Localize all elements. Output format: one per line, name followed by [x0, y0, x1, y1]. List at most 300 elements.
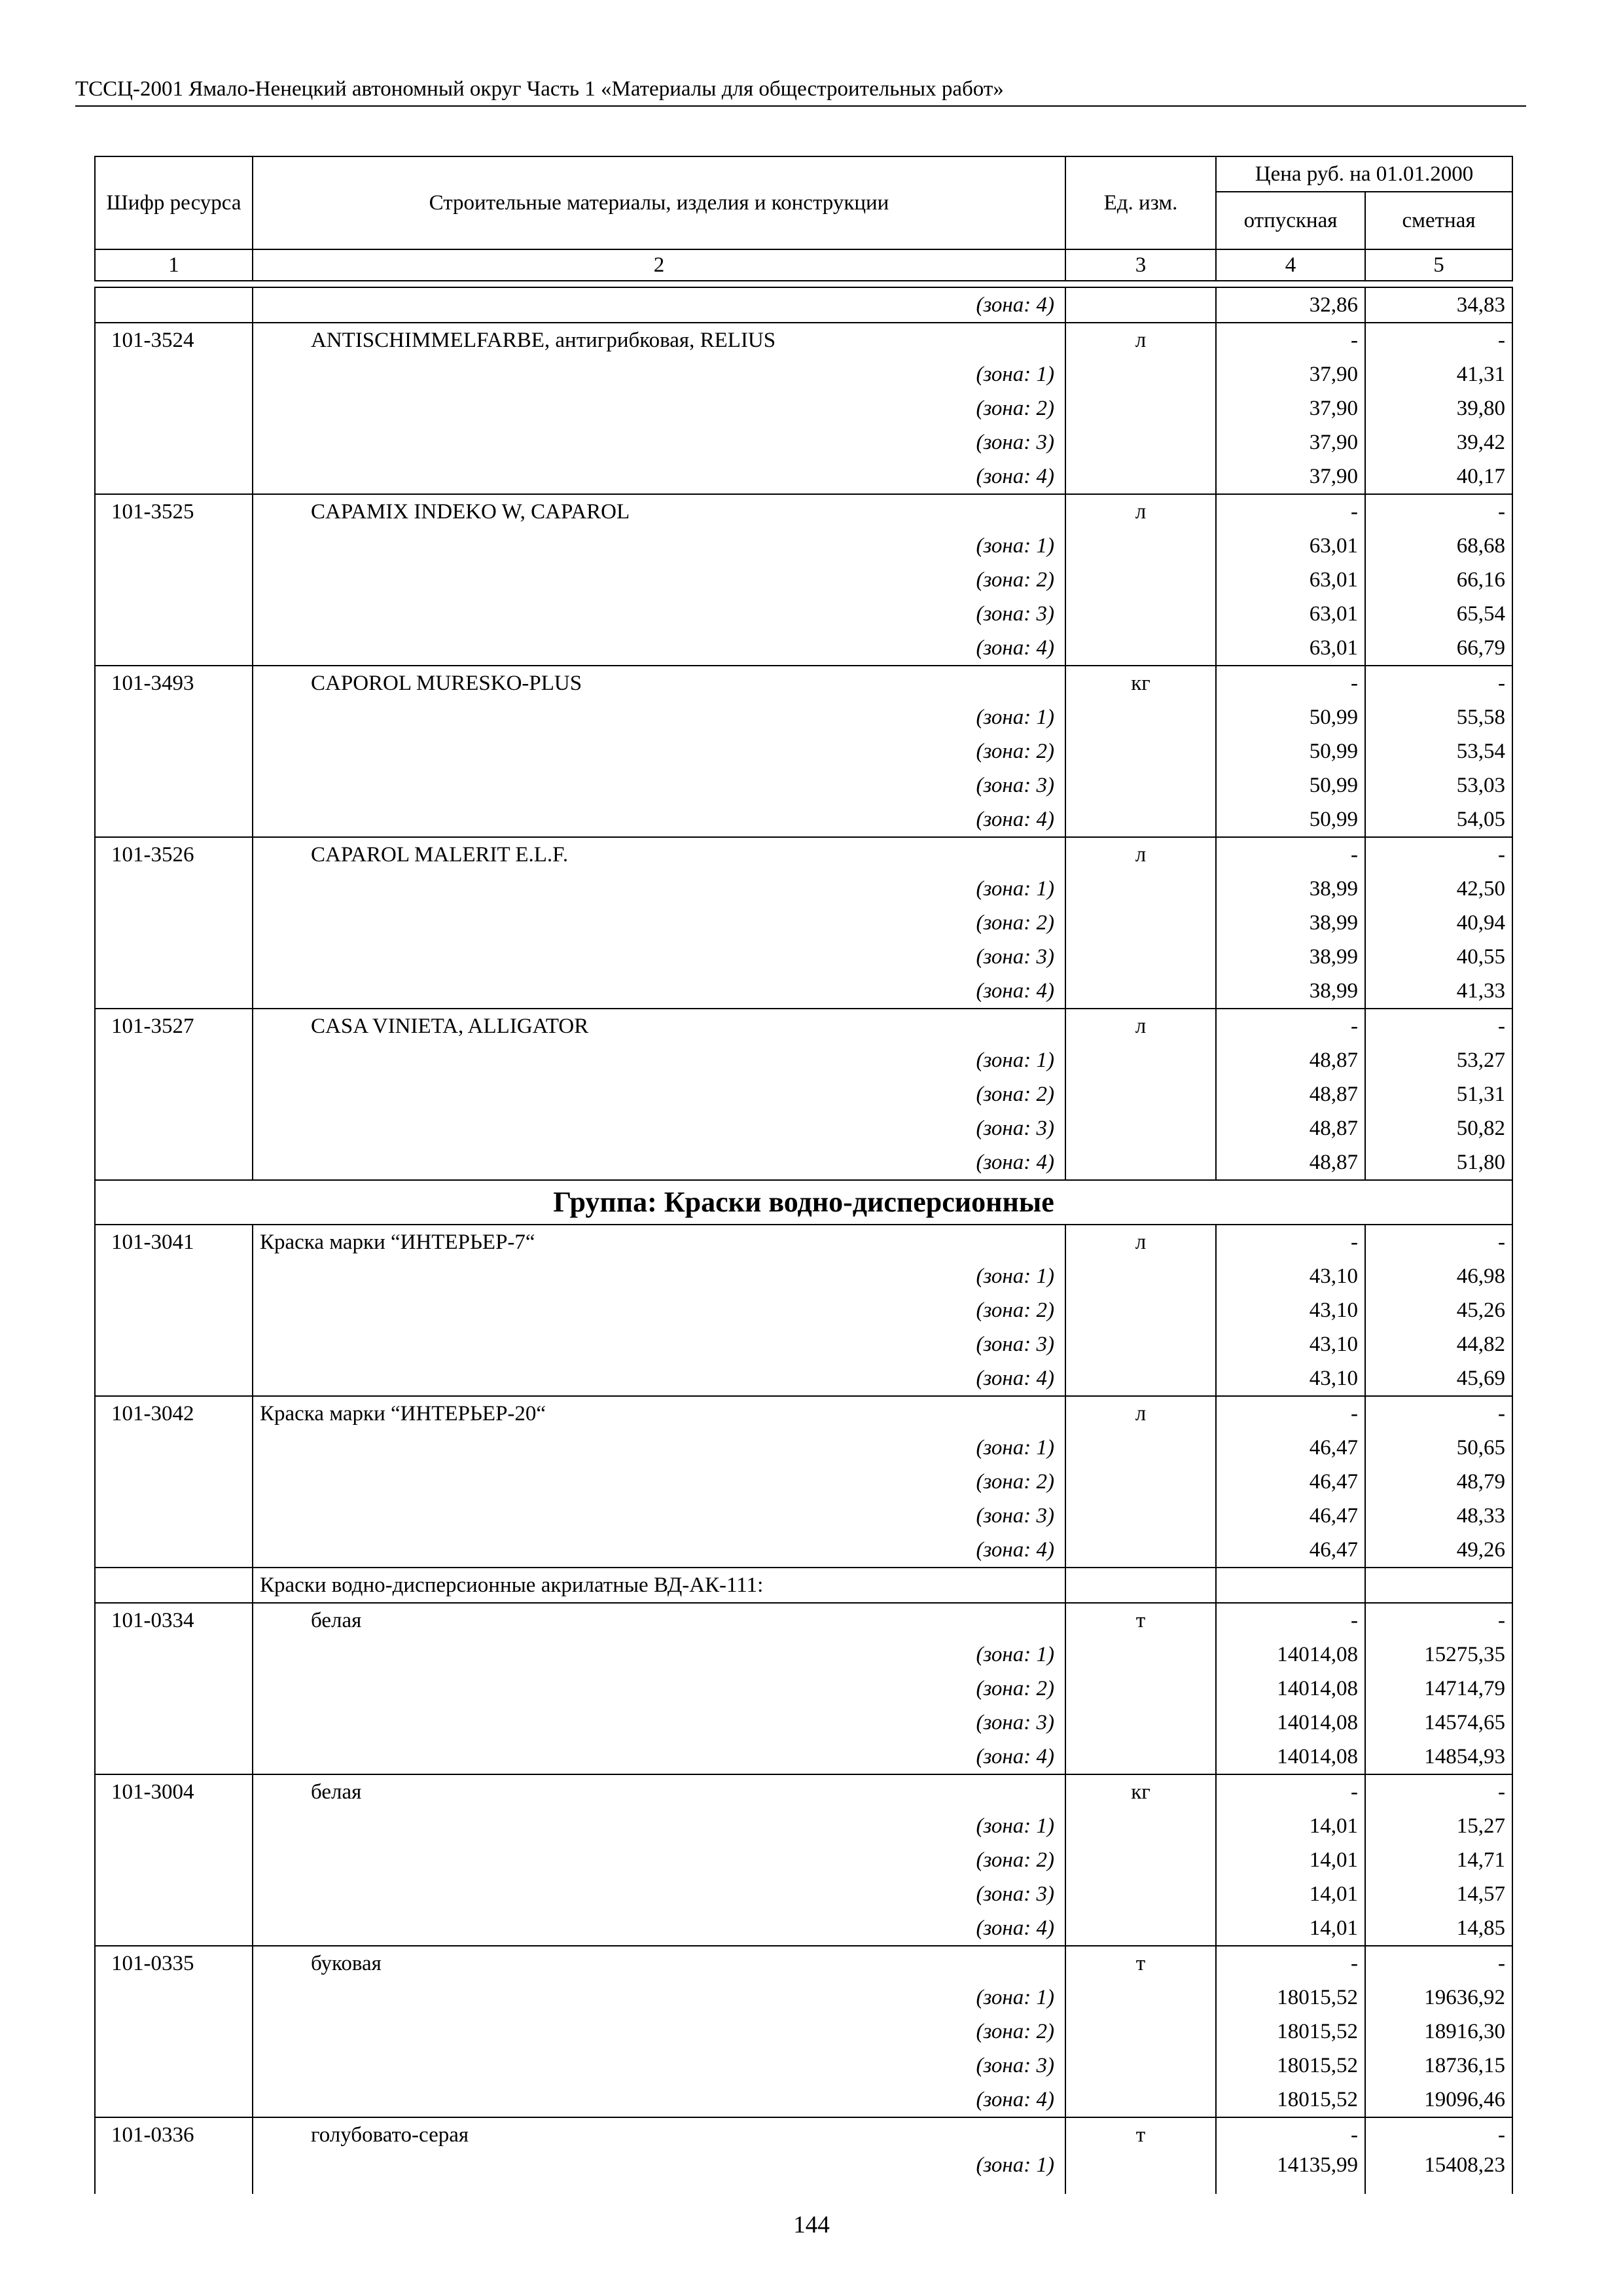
estimate-price: -: [1365, 666, 1512, 700]
zone-row: [95, 563, 1512, 597]
zone-row: [95, 1077, 1512, 1111]
zone-label: (зона: 3): [253, 1877, 1065, 1911]
estimate-price: -: [1365, 1946, 1512, 1981]
zone-label: (зона: 2): [253, 391, 1065, 425]
resource-code: [95, 1740, 253, 1774]
resource-code: [95, 2083, 253, 2117]
release-price: 14,01: [1216, 1911, 1365, 1946]
resource-code: 101-3042: [95, 1396, 253, 1431]
unit-cell: [1065, 1672, 1216, 1706]
resource-code: 101-0335: [95, 1946, 253, 1981]
release-price: 38,99: [1216, 872, 1365, 906]
material-row: [95, 2117, 1512, 2152]
estimate-price: 15408,23: [1365, 2152, 1512, 2194]
zone-label: (зона: 3): [253, 1111, 1065, 1145]
zone-row: [95, 700, 1512, 734]
estimate-price: 19096,46: [1365, 2083, 1512, 2117]
zone-label: (зона: 2): [253, 2015, 1065, 2049]
zone-row: [95, 2083, 1512, 2117]
zone-label: (зона: 1): [253, 700, 1065, 734]
release-price: -: [1216, 1225, 1365, 1259]
resource-code: [95, 1672, 253, 1706]
zone-label: (зона: 1): [253, 1638, 1065, 1672]
material-name: ANTISCHIMMELFARBE, антигрибковая, RELIUS: [253, 323, 1065, 357]
resource-code: [95, 1361, 253, 1396]
release-price: 37,90: [1216, 459, 1365, 494]
zone-label: (зона: 1): [253, 1809, 1065, 1843]
zone-row: [95, 425, 1512, 459]
estimate-price: 14,85: [1365, 1911, 1512, 1946]
resource-code: [95, 1077, 253, 1111]
release-price: 18015,52: [1216, 1981, 1365, 2015]
unit-cell: [1065, 802, 1216, 837]
unit-cell: [1065, 906, 1216, 940]
zone-row: [95, 1740, 1512, 1774]
estimate-price: [1365, 1568, 1512, 1603]
zone-row: [95, 2152, 1512, 2194]
price-table-body: [94, 287, 1513, 2194]
group-heading: Группа: Краски водно-дисперсионные: [95, 1180, 1512, 1225]
estimate-price: 15,27: [1365, 1809, 1512, 1843]
header-price-group: Цена руб. на 01.01.2000: [1216, 156, 1512, 192]
resource-code: [95, 1111, 253, 1145]
estimate-price: 34,83: [1365, 287, 1512, 323]
resource-code: [95, 734, 253, 768]
estimate-price: 18736,15: [1365, 2049, 1512, 2083]
zone-row: [95, 768, 1512, 802]
unit-cell: [1065, 1499, 1216, 1533]
release-price: 63,01: [1216, 597, 1365, 631]
resource-code: [95, 1981, 253, 2015]
release-price: 38,99: [1216, 906, 1365, 940]
release-price: 63,01: [1216, 529, 1365, 563]
zone-row: [95, 872, 1512, 906]
unit-cell: л: [1065, 1009, 1216, 1043]
unit-cell: [1065, 425, 1216, 459]
release-price: 50,99: [1216, 700, 1365, 734]
resource-code: [95, 1706, 253, 1740]
header-rule: [75, 105, 1526, 107]
release-price: 50,99: [1216, 802, 1365, 837]
release-price: 63,01: [1216, 631, 1365, 666]
resource-code: [95, 1533, 253, 1568]
release-price: 37,90: [1216, 425, 1365, 459]
release-price: 37,90: [1216, 357, 1365, 391]
unit-cell: [1065, 459, 1216, 494]
zone-label: (зона: 2): [253, 1077, 1065, 1111]
estimate-price: 66,79: [1365, 631, 1512, 666]
material-row: [95, 323, 1512, 357]
zone-row: [95, 1706, 1512, 1740]
header-price-release: отпускная: [1216, 192, 1365, 249]
zone-label: (зона: 3): [253, 2049, 1065, 2083]
unit-cell: [1065, 2049, 1216, 2083]
release-price: 46,47: [1216, 1431, 1365, 1465]
zone-row: [95, 357, 1512, 391]
zone-row: [95, 1293, 1512, 1327]
zone-label: (зона: 2): [253, 1843, 1065, 1877]
estimate-price: -: [1365, 1774, 1512, 1809]
estimate-price: 14714,79: [1365, 1672, 1512, 1706]
zone-row: [95, 2049, 1512, 2083]
release-price: 43,10: [1216, 1361, 1365, 1396]
unit-cell: [1065, 1843, 1216, 1877]
unit-cell: [1065, 1111, 1216, 1145]
zone-row: [95, 631, 1512, 666]
estimate-price: -: [1365, 1603, 1512, 1638]
release-price: 43,10: [1216, 1259, 1365, 1293]
estimate-price: 14574,65: [1365, 1706, 1512, 1740]
zone-label: (зона: 3): [253, 768, 1065, 802]
unit-cell: т: [1065, 1603, 1216, 1638]
unit-cell: л: [1065, 323, 1216, 357]
estimate-price: -: [1365, 837, 1512, 872]
estimate-price: -: [1365, 1225, 1512, 1259]
release-price: -: [1216, 1946, 1365, 1981]
resource-code: [95, 357, 253, 391]
material-row: [95, 1225, 1512, 1259]
unit-cell: кг: [1065, 1774, 1216, 1809]
estimate-price: -: [1365, 323, 1512, 357]
header-colnum: 5: [1365, 249, 1512, 281]
material-row: [95, 494, 1512, 529]
unit-cell: [1065, 700, 1216, 734]
release-price: 63,01: [1216, 563, 1365, 597]
unit-cell: [1065, 1043, 1216, 1077]
zone-label: (зона: 2): [253, 734, 1065, 768]
group-heading-row: [95, 1180, 1512, 1225]
estimate-price: 41,31: [1365, 357, 1512, 391]
zone-label: (зона: 1): [253, 1431, 1065, 1465]
zone-label: (зона: 4): [253, 1533, 1065, 1568]
unit-cell: [1065, 1077, 1216, 1111]
unit-cell: [1065, 631, 1216, 666]
zone-row: [95, 459, 1512, 494]
resource-code: [95, 802, 253, 837]
estimate-price: 45,26: [1365, 1293, 1512, 1327]
unit-cell: [1065, 1361, 1216, 1396]
resource-code: [95, 1145, 253, 1180]
release-price: 43,10: [1216, 1327, 1365, 1361]
release-price: 32,86: [1216, 287, 1365, 323]
zone-row: [95, 529, 1512, 563]
zone-row: [95, 2015, 1512, 2049]
release-price: 14,01: [1216, 1843, 1365, 1877]
unit-cell: [1065, 1638, 1216, 1672]
zone-label: (зона: 3): [253, 1327, 1065, 1361]
zone-label: (зона: 3): [253, 425, 1065, 459]
unit-cell: [1065, 1259, 1216, 1293]
unit-cell: [1065, 872, 1216, 906]
zone-row: [95, 1911, 1512, 1946]
resource-code: [95, 2152, 253, 2194]
release-price: 46,47: [1216, 1499, 1365, 1533]
zone-row: [95, 906, 1512, 940]
subheading-row: [95, 1568, 1512, 1603]
zone-label: (зона: 1): [253, 529, 1065, 563]
zone-row: [95, 1672, 1512, 1706]
resource-code: [95, 2049, 253, 2083]
zone-label: (зона: 2): [253, 1465, 1065, 1499]
resource-code: [95, 768, 253, 802]
unit-cell: [1065, 287, 1216, 323]
resource-code: [95, 425, 253, 459]
zone-label: (зона: 1): [253, 1981, 1065, 2015]
unit-cell: л: [1065, 1396, 1216, 1431]
header-name: Строительные материалы, изделия и конструкции: [253, 156, 1065, 249]
estimate-price: 53,27: [1365, 1043, 1512, 1077]
material-name: Краска марки “ИНТЕРЬЕР-20“: [253, 1396, 1065, 1431]
resource-code: 101-3041: [95, 1225, 253, 1259]
zone-row: [95, 287, 1512, 323]
resource-code: [95, 872, 253, 906]
resource-code: [95, 1568, 253, 1603]
estimate-price: 49,26: [1365, 1533, 1512, 1568]
unit-cell: [1065, 974, 1216, 1009]
zone-label: (зона: 2): [253, 906, 1065, 940]
unit-cell: [1065, 597, 1216, 631]
release-price: 46,47: [1216, 1465, 1365, 1499]
unit-cell: [1065, 391, 1216, 425]
zone-label: (зона: 4): [253, 802, 1065, 837]
release-price: 14014,08: [1216, 1706, 1365, 1740]
estimate-price: 39,42: [1365, 425, 1512, 459]
estimate-price: 40,55: [1365, 940, 1512, 974]
estimate-price: 42,50: [1365, 872, 1512, 906]
unit-cell: л: [1065, 1225, 1216, 1259]
zone-row: [95, 1843, 1512, 1877]
estimate-price: 54,05: [1365, 802, 1512, 837]
release-price: 38,99: [1216, 940, 1365, 974]
unit-cell: [1065, 1465, 1216, 1499]
estimate-price: -: [1365, 2117, 1512, 2152]
resource-code: [95, 1809, 253, 1843]
estimate-price: -: [1365, 1396, 1512, 1431]
resource-code: [95, 1911, 253, 1946]
unit-cell: [1065, 357, 1216, 391]
zone-row: [95, 597, 1512, 631]
estimate-price: 18916,30: [1365, 2015, 1512, 2049]
unit-cell: [1065, 940, 1216, 974]
zone-label: (зона: 3): [253, 940, 1065, 974]
estimate-price: 48,33: [1365, 1499, 1512, 1533]
zone-label: (зона: 4): [253, 1361, 1065, 1396]
zone-label: (зона: 2): [253, 563, 1065, 597]
unit-cell: [1065, 1431, 1216, 1465]
zone-label: (зона: 1): [253, 2152, 1065, 2194]
release-price: 48,87: [1216, 1111, 1365, 1145]
estimate-price: 51,80: [1365, 1145, 1512, 1180]
zone-row: [95, 1465, 1512, 1499]
zone-row: [95, 1809, 1512, 1843]
resource-code: [95, 1877, 253, 1911]
estimate-price: 45,69: [1365, 1361, 1512, 1396]
header-unit: Ед. изм.: [1065, 156, 1216, 249]
header-colnum: 3: [1065, 249, 1216, 281]
release-price: [1216, 1568, 1365, 1603]
resource-code: [95, 1465, 253, 1499]
resource-code: [95, 906, 253, 940]
material-name: голубовато-серая: [253, 2117, 1065, 2152]
unit-cell: т: [1065, 2117, 1216, 2152]
estimate-price: 68,68: [1365, 529, 1512, 563]
estimate-price: -: [1365, 1009, 1512, 1043]
zone-label: (зона: 4): [253, 1145, 1065, 1180]
release-price: 38,99: [1216, 974, 1365, 1009]
zone-row: [95, 1499, 1512, 1533]
resource-code: 101-0336: [95, 2117, 253, 2152]
subheading-label: Краски водно-дисперсионные акрилатные ВД-АК-111:: [253, 1568, 1065, 1603]
estimate-price: 66,16: [1365, 563, 1512, 597]
unit-cell: кг: [1065, 666, 1216, 700]
page-number: 144: [793, 2212, 830, 2238]
resource-code: 101-3493: [95, 666, 253, 700]
release-price: 37,90: [1216, 391, 1365, 425]
unit-cell: [1065, 529, 1216, 563]
material-row: [95, 666, 1512, 700]
zone-row: [95, 734, 1512, 768]
zone-row: [95, 1981, 1512, 2015]
unit-cell: [1065, 2152, 1216, 2194]
material-name: CAPAROL MALERIT E.L.F.: [253, 837, 1065, 872]
release-price: 14135,99: [1216, 2152, 1365, 2194]
zone-row: [95, 1431, 1512, 1465]
material-row: [95, 837, 1512, 872]
zone-row: [95, 1533, 1512, 1568]
zone-label: (зона: 3): [253, 597, 1065, 631]
estimate-price: 14854,93: [1365, 1740, 1512, 1774]
resource-code: [95, 287, 253, 323]
release-price: 48,87: [1216, 1145, 1365, 1180]
zone-row: [95, 1638, 1512, 1672]
estimate-price: 14,71: [1365, 1843, 1512, 1877]
resource-code: [95, 597, 253, 631]
release-price: -: [1216, 1396, 1365, 1431]
estimate-price: 55,58: [1365, 700, 1512, 734]
header-price-estimate: сметная: [1365, 192, 1512, 249]
resource-code: [95, 974, 253, 1009]
resource-code: 101-3526: [95, 837, 253, 872]
release-price: -: [1216, 1774, 1365, 1809]
header-colnum: 2: [253, 249, 1065, 281]
material-name: CAPOROL MURESKO-PLUS: [253, 666, 1065, 700]
zone-label: (зона: 3): [253, 1499, 1065, 1533]
estimate-price: 40,17: [1365, 459, 1512, 494]
release-price: 14014,08: [1216, 1740, 1365, 1774]
running-header: ТССЦ-2001 Ямало-Ненецкий автономный округ Часть 1 «Материалы для общестроительных работ»: [75, 77, 1004, 101]
estimate-price: 51,31: [1365, 1077, 1512, 1111]
unit-cell: [1065, 2015, 1216, 2049]
resource-code: [95, 1293, 253, 1327]
zone-row: [95, 1361, 1512, 1396]
estimate-price: 65,54: [1365, 597, 1512, 631]
zone-label: (зона: 3): [253, 1706, 1065, 1740]
zone-label: (зона: 1): [253, 1259, 1065, 1293]
resource-code: 101-3525: [95, 494, 253, 529]
release-price: 14,01: [1216, 1809, 1365, 1843]
estimate-price: 53,54: [1365, 734, 1512, 768]
estimate-price: 44,82: [1365, 1327, 1512, 1361]
release-price: 48,87: [1216, 1043, 1365, 1077]
release-price: -: [1216, 837, 1365, 872]
unit-cell: т: [1065, 1946, 1216, 1981]
unit-cell: [1065, 1568, 1216, 1603]
resource-code: [95, 459, 253, 494]
resource-code: 101-3004: [95, 1774, 253, 1809]
release-price: -: [1216, 1603, 1365, 1638]
zone-label: (зона: 4): [253, 287, 1065, 323]
estimate-price: 39,80: [1365, 391, 1512, 425]
release-price: 48,87: [1216, 1077, 1365, 1111]
zone-label: (зона: 4): [253, 2083, 1065, 2117]
unit-cell: л: [1065, 837, 1216, 872]
material-name: CAPAMIX INDEKO W, CAPAROL: [253, 494, 1065, 529]
estimate-price: 19636,92: [1365, 1981, 1512, 2015]
zone-row: [95, 1043, 1512, 1077]
header-colnum: 1: [95, 249, 253, 281]
estimate-price: 15275,35: [1365, 1638, 1512, 1672]
release-price: 50,99: [1216, 734, 1365, 768]
resource-code: [95, 529, 253, 563]
unit-cell: [1065, 563, 1216, 597]
zone-label: (зона: 1): [253, 1043, 1065, 1077]
release-price: -: [1216, 494, 1365, 529]
zone-label: (зона: 4): [253, 459, 1065, 494]
release-price: 18015,52: [1216, 2083, 1365, 2117]
unit-cell: [1065, 1981, 1216, 2015]
material-name: белая: [253, 1603, 1065, 1638]
resource-code: [95, 1327, 253, 1361]
resource-code: [95, 563, 253, 597]
estimate-price: 41,33: [1365, 974, 1512, 1009]
resource-code: 101-3527: [95, 1009, 253, 1043]
estimate-price: 48,79: [1365, 1465, 1512, 1499]
zone-row: [95, 391, 1512, 425]
unit-cell: [1065, 1877, 1216, 1911]
zone-label: (зона: 2): [253, 1293, 1065, 1327]
zone-row: [95, 802, 1512, 837]
material-name: буковая: [253, 1946, 1065, 1981]
estimate-price: 46,98: [1365, 1259, 1512, 1293]
release-price: -: [1216, 323, 1365, 357]
release-price: -: [1216, 2117, 1365, 2152]
zone-row: [95, 1327, 1512, 1361]
estimate-price: 40,94: [1365, 906, 1512, 940]
unit-cell: [1065, 1327, 1216, 1361]
estimate-price: -: [1365, 494, 1512, 529]
unit-cell: [1065, 2083, 1216, 2117]
zone-row: [95, 1111, 1512, 1145]
material-name: CASA VINIETA, ALLIGATOR: [253, 1009, 1065, 1043]
material-row: [95, 1009, 1512, 1043]
material-row: [95, 1774, 1512, 1809]
release-price: 14014,08: [1216, 1638, 1365, 1672]
unit-cell: [1065, 1911, 1216, 1946]
release-price: 14014,08: [1216, 1672, 1365, 1706]
unit-cell: [1065, 1145, 1216, 1180]
zone-row: [95, 940, 1512, 974]
zone-row: [95, 974, 1512, 1009]
release-price: 46,47: [1216, 1533, 1365, 1568]
zone-label: (зона: 2): [253, 1672, 1065, 1706]
resource-code: [95, 1499, 253, 1533]
price-table-header: [94, 156, 1513, 281]
unit-cell: [1065, 1293, 1216, 1327]
zone-label: (зона: 1): [253, 357, 1065, 391]
resource-code: [95, 700, 253, 734]
release-price: 18015,52: [1216, 2015, 1365, 2049]
resource-code: [95, 631, 253, 666]
